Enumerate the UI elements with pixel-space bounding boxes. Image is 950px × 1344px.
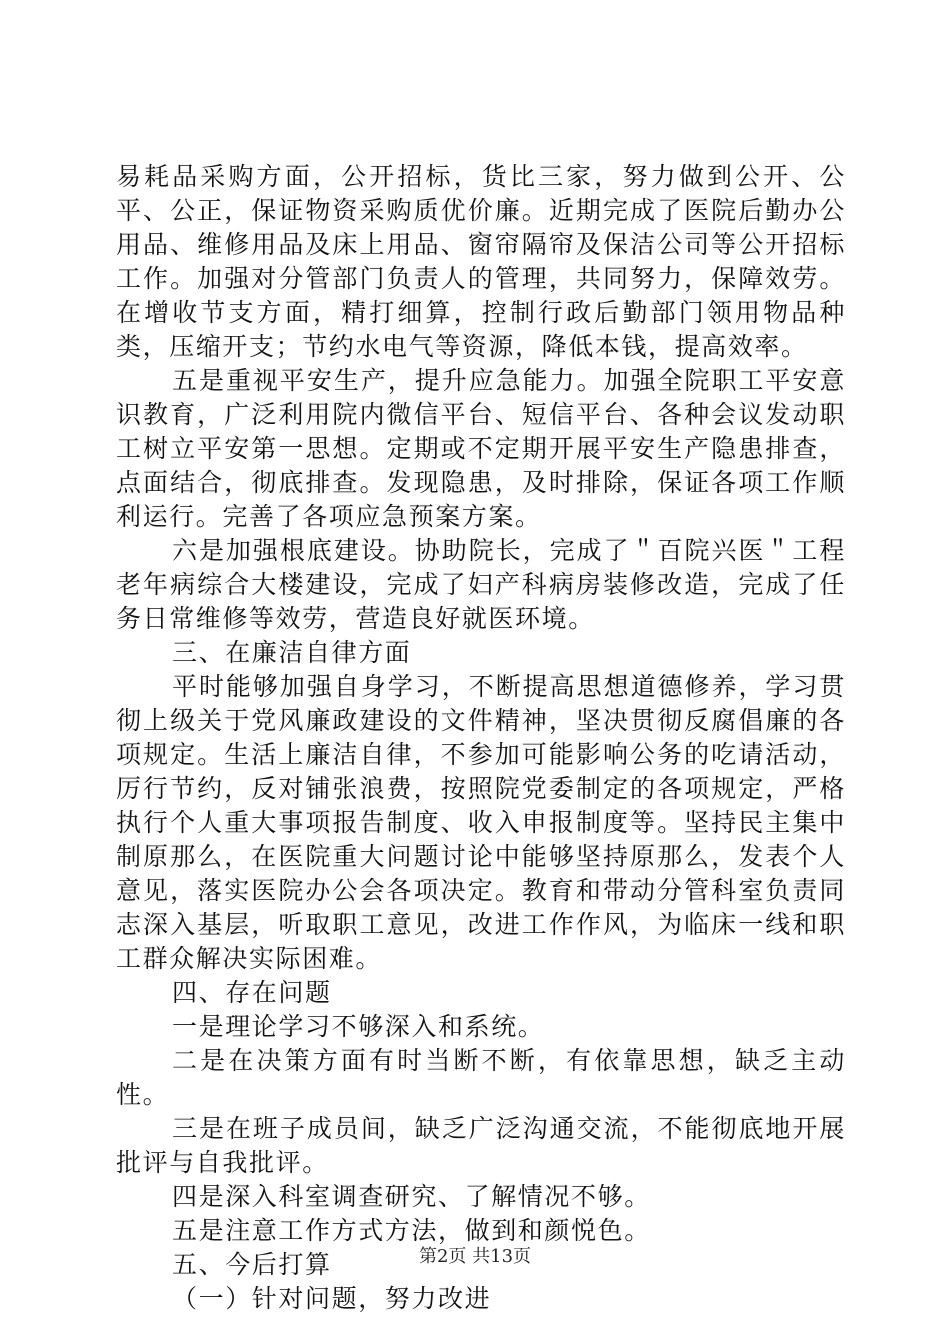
problem-item-2: 二是在决策方面有时当断不断，有依靠思想，缺乏主动性。 xyxy=(116,1046,846,1109)
page-footer: 第2页 共13页 xyxy=(418,1246,532,1267)
paragraph-procurement: 易耗品采购方面，公开招标，货比三家，努力做到公开、公平、公正，保证物资采购质优价廉。近期完成了医院后勤办公用品、维修用品及床上用品、窗帘隔帘及保洁公司等公开招标工作。加强对分管部门负责人的管理，共同努力，保障效劳。在增收节支方面，精打细算，控制行政后勤部门领用物品种类，压缩开支；节约水电气等资源，降低本钱，提高效率。 xyxy=(116,162,846,361)
paragraph-integrity: 平时能够加强自身学习，不断提高思想道德修养，学习贯彻上级关于党风廉政建设的文件精神，坚决贯彻反腐倡廉的各项规定。生活上廉洁自律，不参加可能影响公务的吃请活动，厉行节约，反对铺张浪费，按照院党委制定的各项规定，严格执行个人重大事项报告制度、收入申报制度等。坚持民主集中制原那么，在医院重大问题讨论中能够坚持原那么，发表个人意见，落实医院办公会各项决定。教育和带动分管科室负责同志深入基层，听取职工意见，改进工作作风，为临床一线和职工群众解决实际困难。 xyxy=(116,672,846,973)
subsection-heading-improve: （一）针对问题，努力改进 xyxy=(172,1284,492,1313)
problem-item-4: 四是深入科室调查研究、了解情况不够。 xyxy=(172,1182,651,1211)
section-heading-plans: 五、今后打算 xyxy=(172,1250,332,1279)
problem-item-5: 五是注意工作方式方法，做到和颜悦色。 xyxy=(172,1216,651,1245)
paragraph-infrastructure: 六是加强根底建设。协助院长，完成了＂百院兴医＂工程老年病综合大楼建设，完成了妇产科病房装修改造，完成了任务日常维修等效劳，营造良好就医环境。 xyxy=(116,536,846,633)
paragraph-safety-production: 五是重视平安生产，提升应急能力。加强全院职工平安意识教育，广泛利用院内微信平台、短信平台、各种会议发动职工树立平安第一思想。定期或不定期开展平安生产隐患排查，点面结合，彻底排查。发现隐患，及时排除，保证各项工作顺利运行。完善了各项应急预案方案。 xyxy=(116,366,846,531)
problem-item-3: 三是在班子成员间，缺乏广泛沟通交流，不能彻底地开展批评与自我批评。 xyxy=(116,1114,846,1177)
section-heading-problems: 四、存在问题 xyxy=(172,978,332,1007)
document-body xyxy=(116,160,846,1316)
problem-item-1: 一是理论学习不够深入和系统。 xyxy=(172,1012,545,1041)
section-heading-integrity: 三、在廉洁自律方面 xyxy=(172,638,412,667)
